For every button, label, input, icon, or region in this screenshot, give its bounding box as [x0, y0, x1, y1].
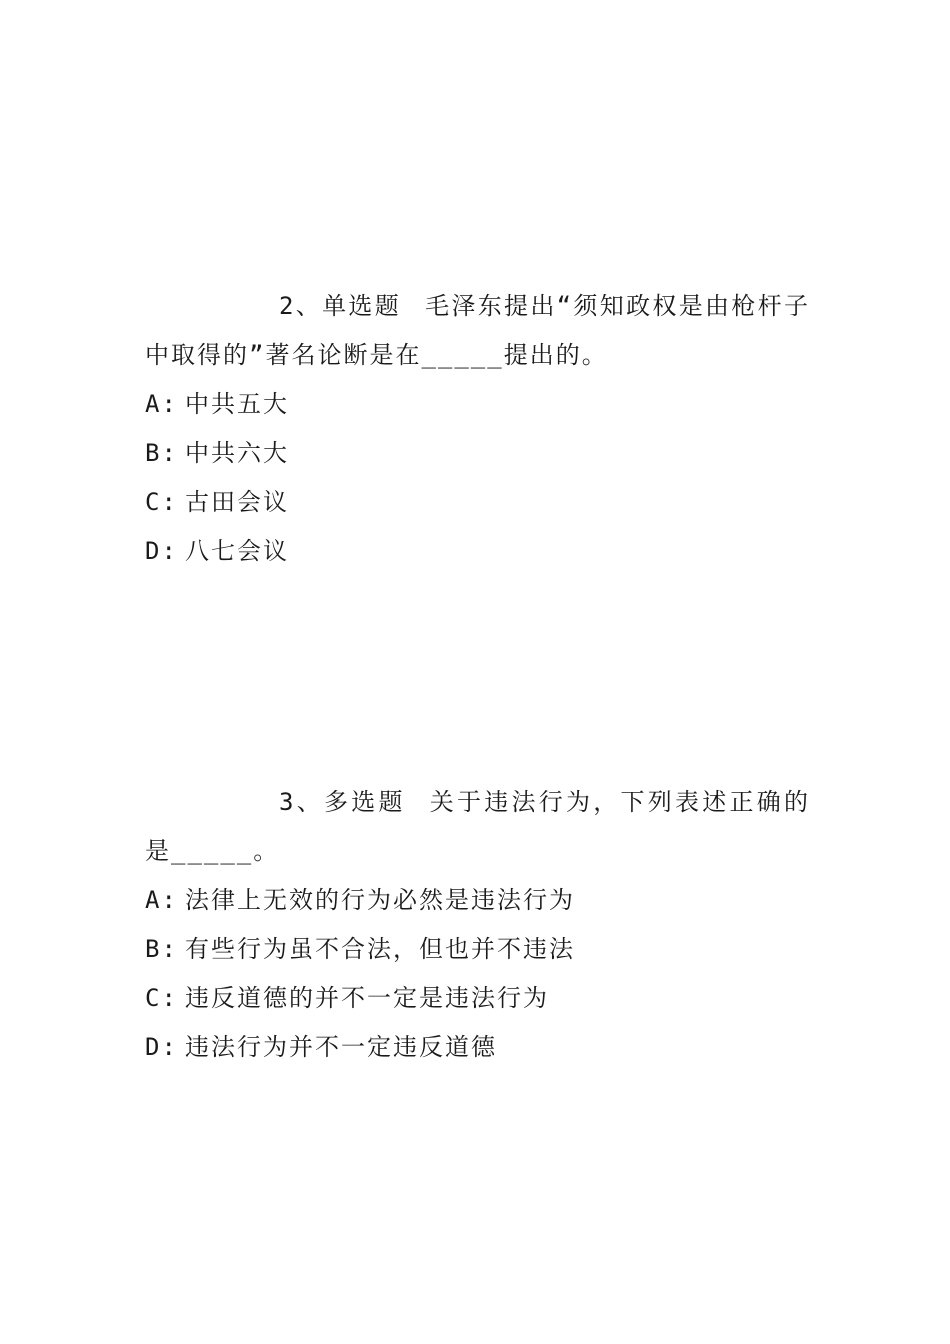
question-number: 3、	[279, 788, 324, 816]
option-text: 违反道德的并不一定是违法行为	[185, 984, 549, 1012]
option-key: B:	[145, 439, 178, 467]
question-number: 2、	[279, 292, 323, 320]
option-text: 违法行为并不一定违反道德	[185, 1033, 497, 1061]
question-text: 毛泽东提出“须知政权是由枪杆子中取得的”著名论断是在_____提出的。	[145, 292, 811, 369]
question-2	[145, 282, 810, 576]
option-text: 法律上无效的行为必然是违法行为	[185, 886, 575, 914]
option-text: 中共六大	[185, 439, 289, 467]
option-text: 古田会议	[185, 488, 289, 516]
question-text: 关于违法行为，下列表述正确的是_____。	[145, 788, 811, 865]
question-3	[145, 778, 810, 1072]
option-key: C:	[145, 984, 178, 1012]
option-key: D:	[145, 537, 178, 565]
option-list	[145, 380, 810, 576]
question-type: 多选题	[323, 788, 406, 816]
option-b	[145, 429, 810, 478]
option-key: D:	[145, 1033, 178, 1061]
option-d	[145, 527, 810, 576]
option-b	[145, 925, 810, 974]
option-text: 八七会议	[185, 537, 289, 565]
option-a	[145, 876, 810, 925]
option-key: A:	[145, 390, 178, 418]
option-c	[145, 478, 810, 527]
option-c	[145, 974, 810, 1023]
option-key: B:	[145, 935, 178, 963]
option-text: 中共五大	[185, 390, 289, 418]
option-a	[145, 380, 810, 429]
option-list	[145, 876, 810, 1072]
option-key: A:	[145, 886, 178, 914]
option-d	[145, 1023, 810, 1072]
question-stem	[145, 282, 810, 380]
question-type: 单选题	[322, 292, 402, 320]
option-text: 有些行为虽不合法，但也并不违法	[185, 935, 575, 963]
option-key: C:	[145, 488, 178, 516]
question-stem	[145, 778, 810, 876]
